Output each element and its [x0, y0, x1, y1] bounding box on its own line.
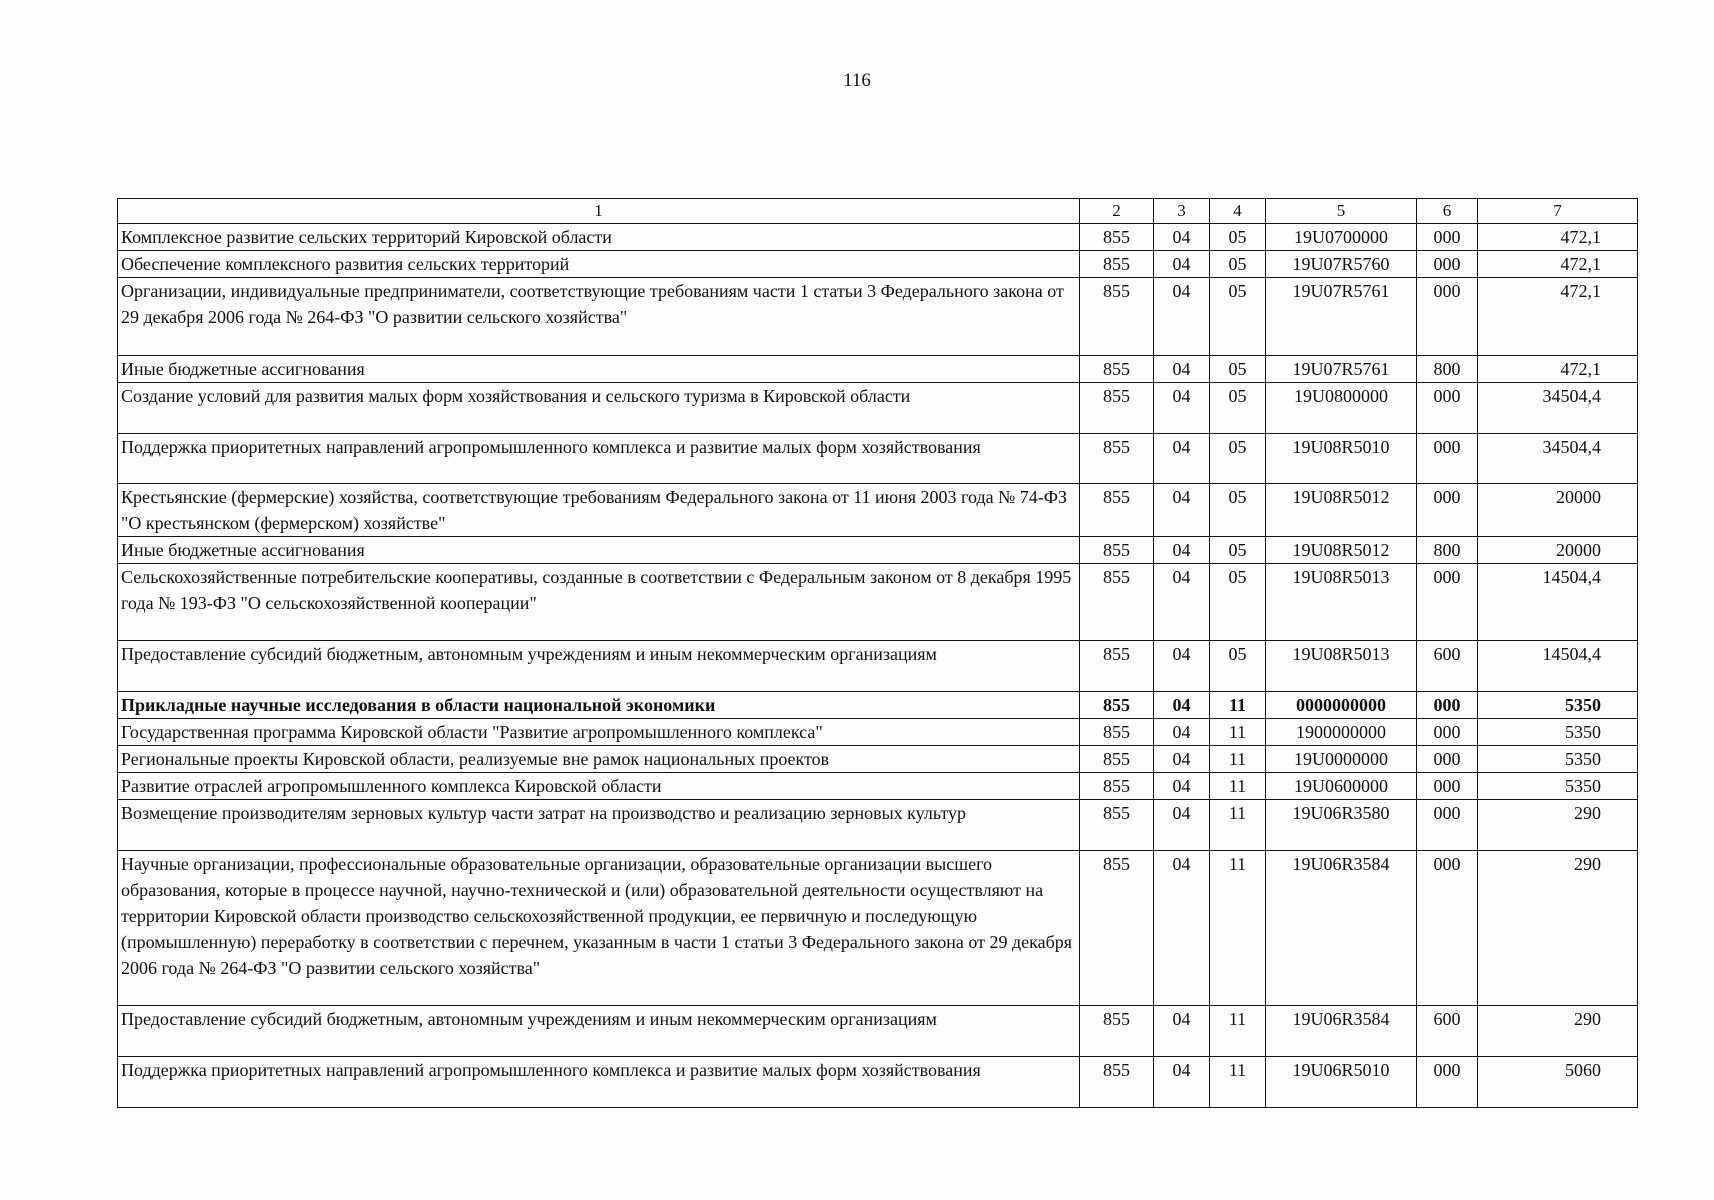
row-col-4: 05: [1210, 251, 1266, 278]
row-col-3: 04: [1154, 356, 1210, 383]
row-col-5: 19U08R5013: [1266, 564, 1417, 641]
row-col-6: 000: [1417, 484, 1478, 537]
table-row: [118, 251, 1638, 278]
row-col-5: 19U06R5010: [1266, 1057, 1417, 1108]
row-col-4: 11: [1210, 851, 1266, 1006]
table-row: [118, 851, 1638, 1006]
row-col-2: 855: [1080, 719, 1154, 746]
row-col-4: 11: [1210, 1006, 1266, 1057]
table-row: [118, 719, 1638, 746]
row-name: Крестьянские (фермерские) хозяйства, соответствующие требованиям Федерального закона от 11 июня 2003 года № 74-ФЗ "О крестьянском (фермерском) хозяйстве": [118, 484, 1080, 537]
row-col-3: 04: [1154, 800, 1210, 851]
row-col-5: 19U08R5010: [1266, 434, 1417, 484]
row-col-2: 855: [1080, 278, 1154, 356]
row-col-7: 34504,4: [1478, 434, 1638, 484]
table-row: [118, 800, 1638, 851]
table-row: [118, 356, 1638, 383]
table-row: [118, 1006, 1638, 1057]
row-name: Комплексное развитие сельских территорий Кировской области: [118, 224, 1080, 251]
table-row: [118, 224, 1638, 251]
row-col-5: 19U0600000: [1266, 773, 1417, 800]
table-row: [118, 278, 1638, 356]
row-col-3: 04: [1154, 1006, 1210, 1057]
row-col-2: 855: [1080, 641, 1154, 692]
row-col-7: 5350: [1478, 719, 1638, 746]
row-name: Создание условий для развития малых форм хозяйствования и сельского туризма в Кировской области: [118, 383, 1080, 434]
row-col-4: 11: [1210, 719, 1266, 746]
table-row: [118, 537, 1638, 564]
row-col-6: 800: [1417, 356, 1478, 383]
row-col-3: 04: [1154, 537, 1210, 564]
table-row: [118, 641, 1638, 692]
row-col-7: 290: [1478, 800, 1638, 851]
row-col-4: 05: [1210, 278, 1266, 356]
row-col-4: 11: [1210, 1057, 1266, 1108]
header-cell: 5: [1266, 199, 1417, 224]
table-row: [118, 564, 1638, 641]
row-col-5: 19U07R5761: [1266, 278, 1417, 356]
row-col-2: 855: [1080, 251, 1154, 278]
row-col-6: 000: [1417, 224, 1478, 251]
row-col-7: 5060: [1478, 1057, 1638, 1108]
table-row: [118, 1057, 1638, 1108]
row-name: Иные бюджетные ассигнования: [118, 356, 1080, 383]
row-col-6: 000: [1417, 434, 1478, 484]
row-name: Организации, индивидуальные предприниматели, соответствующие требованиям части 1 статьи 3 Федерального закона от 29 декабря 2006 года № 264-ФЗ "О развитии сельского хозяйства": [118, 278, 1080, 356]
row-col-3: 04: [1154, 692, 1210, 719]
row-name: Поддержка приоритетных направлений агропромышленного комплекса и развитие малых форм хозяйствования: [118, 434, 1080, 484]
row-col-3: 04: [1154, 434, 1210, 484]
row-col-6: 000: [1417, 383, 1478, 434]
row-col-5: 19U08R5012: [1266, 484, 1417, 537]
row-col-7: 472,1: [1478, 278, 1638, 356]
row-name: Поддержка приоритетных направлений агропромышленного комплекса и развитие малых форм хозяйствования: [118, 1057, 1080, 1108]
row-col-7: 14504,4: [1478, 641, 1638, 692]
table-row: [118, 383, 1638, 434]
header-row: [118, 199, 1638, 224]
row-col-6: 000: [1417, 800, 1478, 851]
header-cell: 1: [118, 199, 1080, 224]
row-col-3: 04: [1154, 1057, 1210, 1108]
row-col-5: 19U08R5013: [1266, 641, 1417, 692]
header-cell: 7: [1478, 199, 1638, 224]
row-col-5: 19U06R3584: [1266, 1006, 1417, 1057]
row-col-7: 290: [1478, 851, 1638, 1006]
row-name: Развитие отраслей агропромышленного комплекса Кировской области: [118, 773, 1080, 800]
row-col-3: 04: [1154, 251, 1210, 278]
row-name: Обеспечение комплексного развития сельских территорий: [118, 251, 1080, 278]
row-col-6: 000: [1417, 1057, 1478, 1108]
row-col-6: 000: [1417, 564, 1478, 641]
row-col-7: 290: [1478, 1006, 1638, 1057]
row-col-5: 19U08R5012: [1266, 537, 1417, 564]
row-col-5: 19U06R3584: [1266, 851, 1417, 1006]
row-name: Государственная программа Кировской области "Развитие агропромышленного комплекса": [118, 719, 1080, 746]
row-col-5: 19U0000000: [1266, 746, 1417, 773]
row-col-2: 855: [1080, 434, 1154, 484]
row-col-3: 04: [1154, 773, 1210, 800]
row-col-6: 000: [1417, 851, 1478, 1006]
row-col-7: 472,1: [1478, 356, 1638, 383]
row-col-4: 11: [1210, 773, 1266, 800]
row-col-7: 14504,4: [1478, 564, 1638, 641]
row-col-3: 04: [1154, 383, 1210, 434]
row-col-6: 000: [1417, 773, 1478, 800]
row-col-6: 600: [1417, 641, 1478, 692]
row-col-7: 20000: [1478, 537, 1638, 564]
row-col-2: 855: [1080, 851, 1154, 1006]
row-col-6: 000: [1417, 746, 1478, 773]
row-col-2: 855: [1080, 1006, 1154, 1057]
row-col-5: 1900000000: [1266, 719, 1417, 746]
row-name: Предоставление субсидий бюджетным, автономным учреждениям и иным некоммерческим организациям: [118, 641, 1080, 692]
row-col-2: 855: [1080, 564, 1154, 641]
row-col-4: 05: [1210, 434, 1266, 484]
row-col-6: 000: [1417, 692, 1478, 719]
page-number: 116: [843, 70, 871, 91]
row-col-4: 11: [1210, 800, 1266, 851]
row-name: Сельскохозяйственные потребительские кооперативы, созданные в соответствии с Федеральным законом от 8 декабря 1995 года № 193-ФЗ "О сельскохозяйственной кооперации": [118, 564, 1080, 641]
row-name: Предоставление субсидий бюджетным, автономным учреждениям и иным некоммерческим организациям: [118, 1006, 1080, 1057]
row-col-7: 5350: [1478, 692, 1638, 719]
row-col-7: 5350: [1478, 773, 1638, 800]
row-col-4: 05: [1210, 484, 1266, 537]
budget-table: [117, 198, 1638, 1108]
header-cell: 2: [1080, 199, 1154, 224]
row-col-6: 800: [1417, 537, 1478, 564]
table-row: [118, 692, 1638, 719]
row-col-2: 855: [1080, 356, 1154, 383]
table-row: [118, 746, 1638, 773]
row-col-2: 855: [1080, 383, 1154, 434]
table-row: [118, 484, 1638, 537]
row-col-6: 000: [1417, 278, 1478, 356]
row-col-7: 34504,4: [1478, 383, 1638, 434]
row-col-5: 0000000000: [1266, 692, 1417, 719]
row-col-3: 04: [1154, 278, 1210, 356]
header-cell: 3: [1154, 199, 1210, 224]
row-col-3: 04: [1154, 484, 1210, 537]
row-col-4: 05: [1210, 641, 1266, 692]
row-col-7: 472,1: [1478, 251, 1638, 278]
table-row: [118, 773, 1638, 800]
row-col-5: 19U06R3580: [1266, 800, 1417, 851]
row-col-5: 19U07R5760: [1266, 251, 1417, 278]
row-name: Иные бюджетные ассигнования: [118, 537, 1080, 564]
row-col-2: 855: [1080, 537, 1154, 564]
row-name: Региональные проекты Кировской области, реализуемые вне рамок национальных проектов: [118, 746, 1080, 773]
row-col-4: 11: [1210, 692, 1266, 719]
row-col-2: 855: [1080, 773, 1154, 800]
row-name: Научные организации, профессиональные образовательные организации, образовательные организации высшего образования, которые в процессе научной, научно-технической и (или) образовательной деятельности осуществляют на территории Кировской области производство сельскохозяйственной продукции, ее первичную и последующую (промышленную) переработку в соответствии с перечнем, указанным в части 1 статьи 3 Федерального закона от 29 декабря 2006 года № 264-ФЗ "О развитии сельского хозяйства": [118, 851, 1080, 1006]
row-col-3: 04: [1154, 224, 1210, 251]
row-col-4: 05: [1210, 564, 1266, 641]
row-col-7: 472,1: [1478, 224, 1638, 251]
row-col-5: 19U0700000: [1266, 224, 1417, 251]
row-col-4: 05: [1210, 537, 1266, 564]
header-cell: 6: [1417, 199, 1478, 224]
table-row: [118, 434, 1638, 484]
row-col-5: 19U07R5761: [1266, 356, 1417, 383]
row-col-2: 855: [1080, 1057, 1154, 1108]
row-col-3: 04: [1154, 719, 1210, 746]
row-col-4: 05: [1210, 224, 1266, 251]
row-col-2: 855: [1080, 746, 1154, 773]
row-col-4: 11: [1210, 746, 1266, 773]
row-col-3: 04: [1154, 641, 1210, 692]
row-col-3: 04: [1154, 564, 1210, 641]
row-col-2: 855: [1080, 692, 1154, 719]
row-col-2: 855: [1080, 800, 1154, 851]
row-col-6: 000: [1417, 719, 1478, 746]
row-col-4: 05: [1210, 356, 1266, 383]
row-col-2: 855: [1080, 224, 1154, 251]
row-col-7: 20000: [1478, 484, 1638, 537]
row-col-6: 000: [1417, 251, 1478, 278]
row-col-6: 600: [1417, 1006, 1478, 1057]
row-col-5: 19U0800000: [1266, 383, 1417, 434]
row-col-2: 855: [1080, 484, 1154, 537]
row-name: Возмещение производителям зерновых культур части затрат на производство и реализацию зерновых культур: [118, 800, 1080, 851]
row-name: Прикладные научные исследования в области национальной экономики: [118, 692, 1080, 719]
header-cell: 4: [1210, 199, 1266, 224]
row-col-4: 05: [1210, 383, 1266, 434]
row-col-3: 04: [1154, 851, 1210, 1006]
row-col-3: 04: [1154, 746, 1210, 773]
row-col-7: 5350: [1478, 746, 1638, 773]
